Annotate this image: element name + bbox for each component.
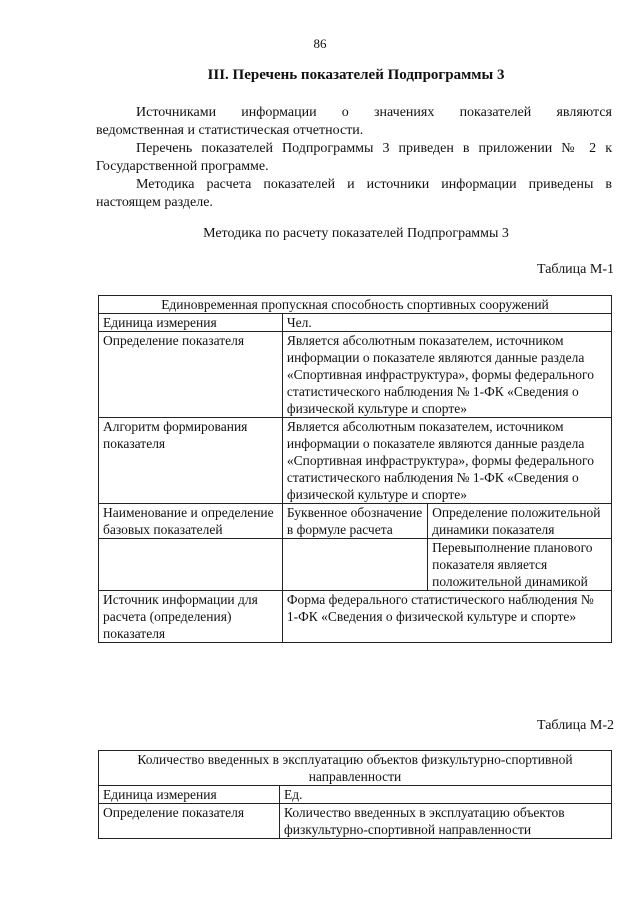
table1-unit-value: Чел. xyxy=(282,314,611,332)
paragraph-list xyxy=(96,140,612,176)
table1-dynamics-label: Определение положительной динамики показателя xyxy=(428,504,612,539)
table1-dynamics-value: Перевыполнение планового показателя является положительной динамикой xyxy=(428,539,612,591)
paragraph-sources-rest: ведомственная и статистическая отчетности. xyxy=(96,123,364,138)
table2-unit-label: Единица измерения xyxy=(99,786,280,804)
table2-definition-label: Определение показателя xyxy=(99,804,280,839)
word: показателей xyxy=(459,105,532,120)
table2-label: Таблица М-2 xyxy=(537,718,614,733)
word: о xyxy=(341,105,349,120)
table1-empty-cell xyxy=(99,539,283,591)
table1-label: Таблица М-1 xyxy=(537,262,614,277)
word: Источниками xyxy=(136,105,217,120)
paragraph-list-text: Перечень показателей Подпрограммы 3 приведен в приложении № 2 к Государственной программе. xyxy=(96,141,612,174)
table2-title: Количество введенных в эксплуатацию объектов физкультурно-спортивной направленности xyxy=(99,751,612,786)
table1-definition-label: Определение показателя xyxy=(99,332,283,418)
table1-algorithm-label: Алгоритм формирования показателя xyxy=(99,418,283,504)
word: информации xyxy=(241,105,317,120)
table2-definition-value: Количество введенных в эксплуатацию объектов физкультурно-спортивной направленности xyxy=(280,804,612,839)
word: значениях xyxy=(374,105,435,120)
table1-base-label: Наименование и определение базовых показателей xyxy=(99,504,283,539)
table1-title: Единовременная пропускная способность спортивных сооружений xyxy=(99,296,612,314)
table1-empty-cell xyxy=(282,539,427,591)
table1-source-value: Форма федерального статистического наблюдения № 1-ФК «Сведения о физической культуре и спорте» xyxy=(282,591,611,643)
paragraph-method-text: Методика расчета показателей и источники информации приведены в настоящем разделе. xyxy=(96,177,612,210)
method-title: Методика по расчету показателей Подпрограммы 3 xyxy=(203,226,509,241)
table-m2 xyxy=(98,750,612,839)
table-m1 xyxy=(98,295,612,643)
table2-unit-value: Ед. xyxy=(280,786,612,804)
section-title: III. Перечень показателей Подпрограммы 3 xyxy=(207,67,505,83)
table1-definition-value: Является абсолютным показателем, источником информации о показателе являются данные раздела «Спортивная инфраструктура», формы федерального статистического наблюдения № 1-ФК «Сведения о физической культуре и спорте» xyxy=(282,332,611,418)
paragraph-method xyxy=(96,176,612,212)
paragraph-sources xyxy=(96,104,612,140)
paragraph-sources-first-line xyxy=(96,104,612,122)
table1-letter-label: Буквенное обозначение в формуле расчета xyxy=(282,504,427,539)
word: являются xyxy=(556,105,612,120)
table1-algorithm-value: Является абсолютным показателем, источником информации о показателе являются данные раздела «Спортивная инфраструктура», формы федерального статистического наблюдения № 1-ФК «Сведения о физической культуре и спорте» xyxy=(282,418,611,504)
table1-unit-label: Единица измерения xyxy=(99,314,283,332)
table1-source-label: Источник информации для расчета (определения) показателя xyxy=(99,591,283,643)
page-number: 86 xyxy=(313,36,327,51)
